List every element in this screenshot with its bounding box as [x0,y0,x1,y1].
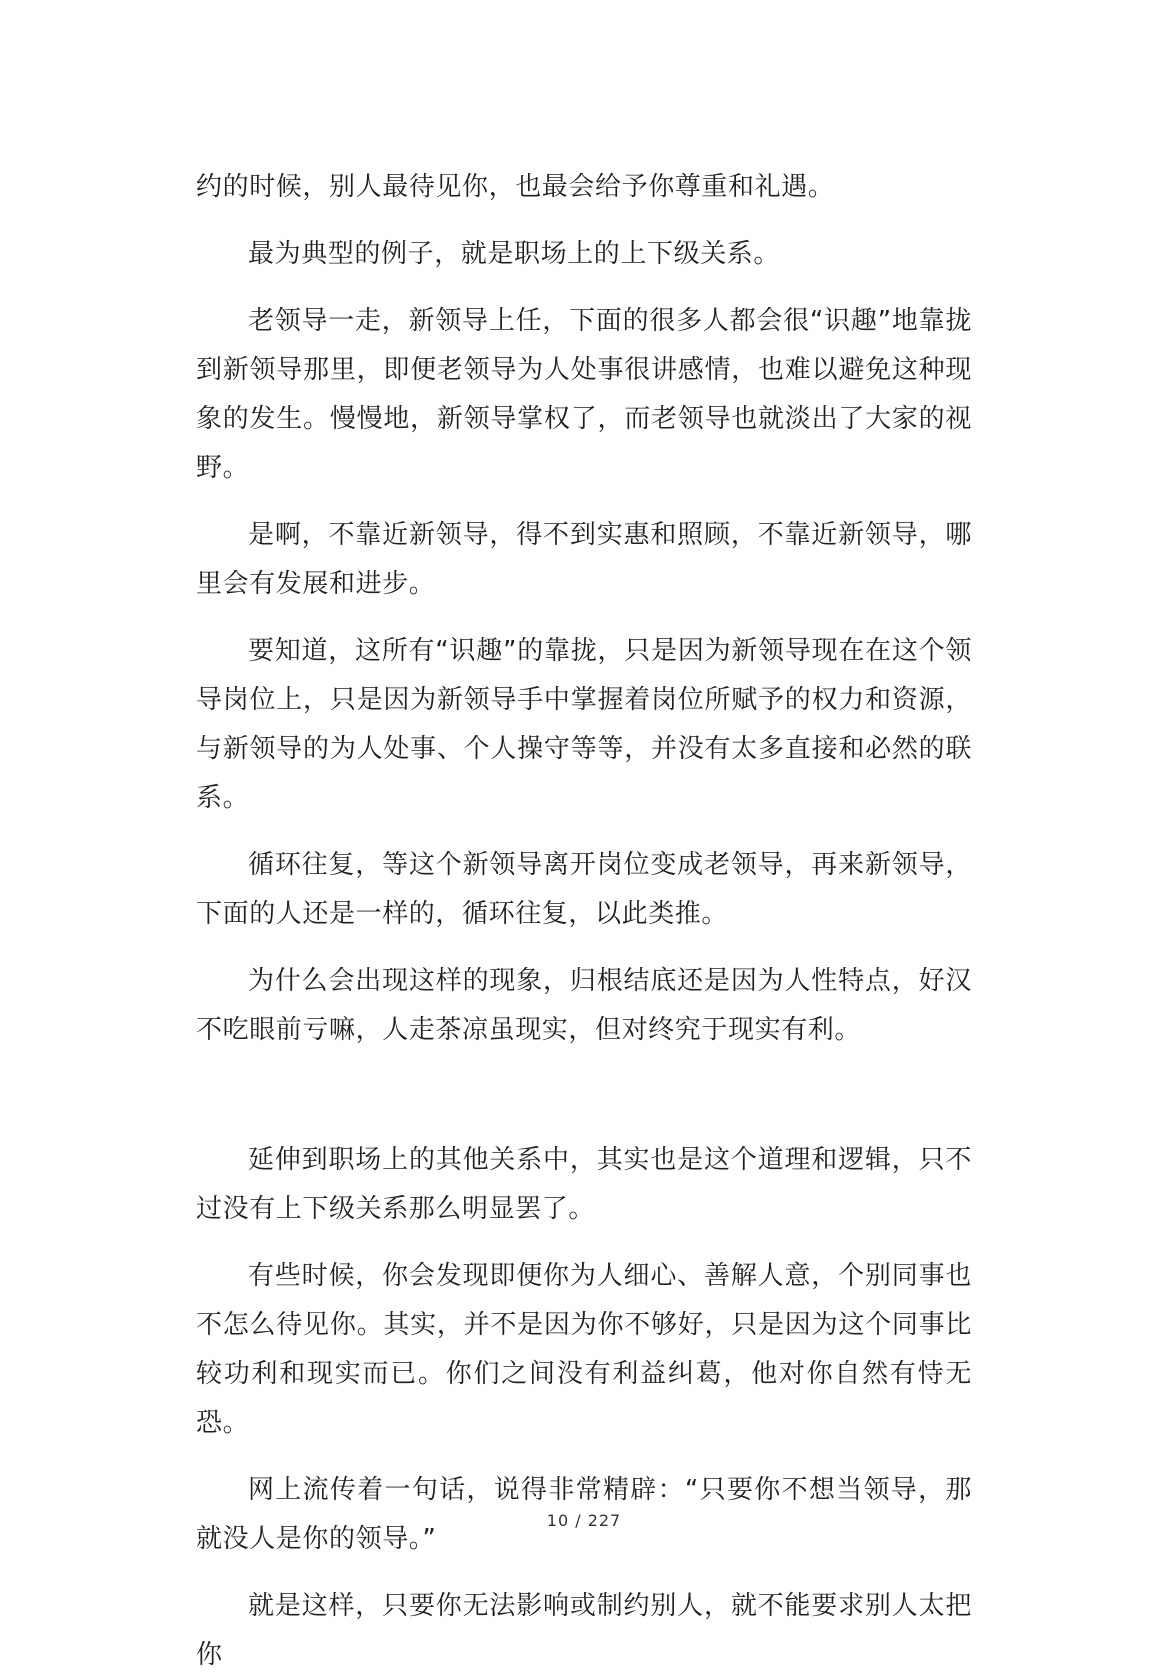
paragraph: 延伸到职场上的其他关系中，其实也是这个道理和逻辑，只不过没有上下级关系那么明显罢了。 [196,1145,972,1224]
paragraph-continuation: 约的时候，别人最待见你，也最会给予你尊重和礼遇。 [196,172,835,202]
paragraph: 是啊，不靠近新领导，得不到实惠和照顾，不靠近新领导，哪里会有发展和进步。 [196,520,972,599]
paragraph: 网上流传着一句话，说得非常精辟：“只要你不想当领导，那就没人是你的领导。” [196,1475,972,1554]
paragraph: 有些时候，你会发现即便你为人细心、善解人意，个别同事也不怎么待见你。其实，并不是因为你不够好，只是因为这个同事比较功利和现实而已。你们之间没有利益纠葛，他对你自然有恃无恐。 [196,1261,972,1438]
paragraph: 要知道，这所有“识趣”的靠拢，只是因为新领导现在在这个领导岗位上，只是因为新领导手中掌握着岗位所赋予的权力和资源，与新领导的为人处事、个人操守等等，并没有太多直接和必然的联系。 [196,636,972,813]
paragraph: 为什么会出现这样的现象，归根结底还是因为人性特点，好汉不吃眼前亏嘛，人走茶凉虽现实，但对终究于现实有利。 [196,966,972,1045]
page-body [196,163,972,1680]
paragraph: 老领导一走，新领导上任，下面的很多人都会很“识趣”地靠拢到新领导那里，即便老领导为人处事很讲感情，也难以避免这种现象的发生。慢慢地，新领导掌权了，而老领导也就淡出了大家的视野。 [196,306,972,483]
paragraph: 循环往复，等这个新领导离开岗位变成老领导，再来新领导，下面的人还是一样的，循环往复，以此类推。 [196,850,972,929]
paragraph: 就是这样，只要你无法影响或制约别人，就不能要求别人太把你 [196,1591,972,1670]
page-number: 10 / 227 [546,1511,622,1530]
paragraph: 最为典型的例子，就是职场上的上下级关系。 [248,239,781,269]
